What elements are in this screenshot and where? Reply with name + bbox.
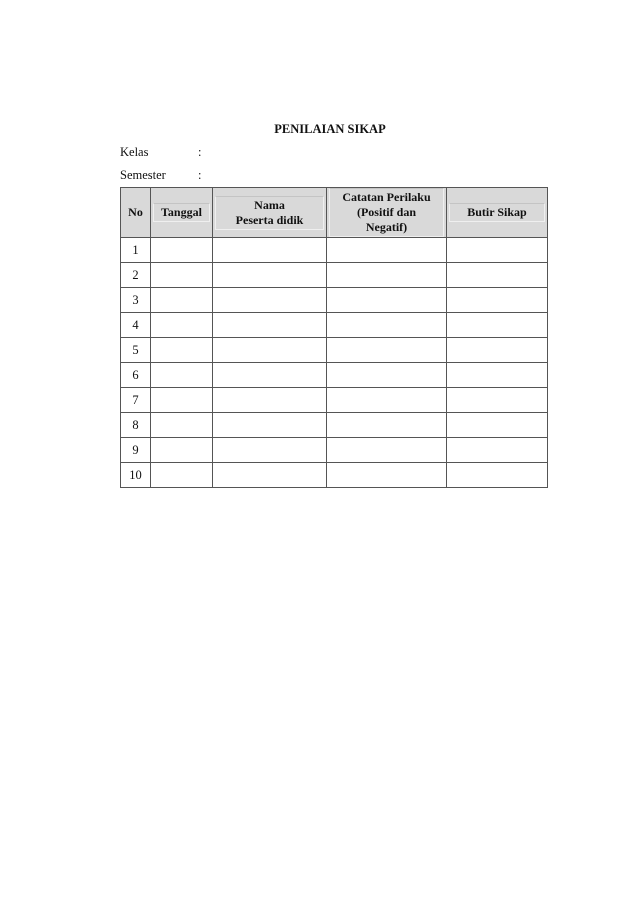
penilaian-sikap-table	[120, 187, 548, 488]
catatan-cell	[327, 338, 447, 363]
nama-cell	[213, 363, 327, 388]
catatan-cell	[327, 413, 447, 438]
tanggal-cell	[151, 288, 213, 313]
butir-cell	[447, 338, 548, 363]
header-nama-line1: Nama	[254, 197, 285, 212]
no-cell: 6	[121, 363, 151, 388]
table-row	[121, 463, 548, 488]
table-row	[121, 238, 548, 263]
no-cell: 4	[121, 313, 151, 338]
table-row	[121, 438, 548, 463]
semester-colon: :	[198, 168, 202, 182]
tanggal-cell	[151, 338, 213, 363]
no-cell: 5	[121, 338, 151, 363]
nama-cell	[213, 313, 327, 338]
page-title: PENILAIAN SIKAP	[274, 122, 386, 136]
catatan-cell	[327, 313, 447, 338]
no-cell: 2	[121, 263, 151, 288]
catatan-cell	[327, 438, 447, 463]
table-row	[121, 338, 548, 363]
butir-cell	[447, 288, 548, 313]
tanggal-cell	[151, 263, 213, 288]
kelas-colon: :	[198, 145, 202, 159]
catatan-cell	[327, 388, 447, 413]
table-row	[121, 413, 548, 438]
semester-label: Semester	[120, 168, 166, 182]
butir-cell	[447, 238, 548, 263]
header-nama-line2: Peserta didik	[235, 212, 304, 227]
no-cell: 7	[121, 388, 151, 413]
tanggal-cell	[151, 438, 213, 463]
header-tanggal: Tanggal	[151, 188, 213, 238]
tanggal-cell	[151, 463, 213, 488]
catatan-cell	[327, 238, 447, 263]
butir-cell	[447, 263, 548, 288]
nama-cell	[213, 288, 327, 313]
catatan-cell	[327, 263, 447, 288]
nama-cell	[213, 338, 327, 363]
header-catatan-line2: (Positif dan	[356, 205, 416, 219]
nama-cell	[213, 388, 327, 413]
tanggal-cell	[151, 413, 213, 438]
nama-cell	[213, 238, 327, 263]
no-cell: 10	[121, 463, 151, 488]
table-row	[121, 263, 548, 288]
header-nama-peserta-didik	[213, 188, 327, 238]
table-body	[121, 238, 548, 488]
tanggal-cell	[151, 313, 213, 338]
catatan-cell	[327, 288, 447, 313]
header-catatan-line3: Negatif)	[365, 220, 408, 234]
tanggal-cell	[151, 388, 213, 413]
no-cell: 3	[121, 288, 151, 313]
tanggal-cell	[151, 238, 213, 263]
kelas-field	[120, 145, 201, 160]
table-header-row	[121, 188, 548, 238]
catatan-cell	[327, 463, 447, 488]
semester-field	[120, 168, 201, 183]
header-catatan-perilaku	[327, 188, 447, 238]
header-butir-sikap: Butir Sikap	[447, 188, 548, 238]
butir-cell	[447, 463, 548, 488]
no-cell: 1	[121, 238, 151, 263]
table-row	[121, 363, 548, 388]
table-row	[121, 388, 548, 413]
tanggal-cell	[151, 363, 213, 388]
no-cell: 9	[121, 438, 151, 463]
nama-cell	[213, 413, 327, 438]
header-no: No	[121, 188, 151, 238]
header-catatan-line1: Catatan Perilaku	[342, 190, 431, 204]
butir-cell	[447, 413, 548, 438]
no-cell: 8	[121, 413, 151, 438]
butir-cell	[447, 363, 548, 388]
butir-cell	[447, 388, 548, 413]
nama-cell	[213, 463, 327, 488]
table-row	[121, 288, 548, 313]
catatan-cell	[327, 363, 447, 388]
butir-cell	[447, 438, 548, 463]
kelas-label: Kelas	[120, 145, 149, 159]
nama-cell	[213, 263, 327, 288]
table-row	[121, 313, 548, 338]
nama-cell	[213, 438, 327, 463]
butir-cell	[447, 313, 548, 338]
